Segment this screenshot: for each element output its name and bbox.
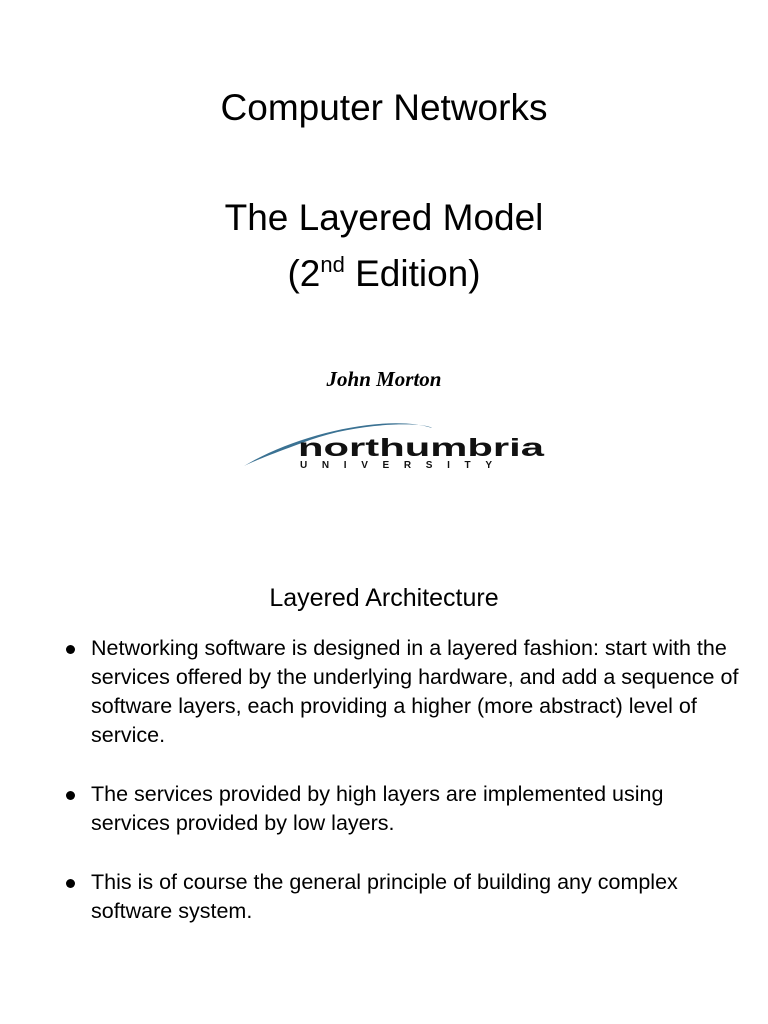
bullet-item (60, 868, 740, 926)
bullet-icon (66, 645, 75, 654)
logo-subline: UNIVERSITY (300, 460, 492, 471)
bullet-list (60, 634, 740, 956)
edition-label (0, 252, 768, 296)
logo-graphic (240, 410, 550, 474)
logo-wordmark: northumbria (298, 434, 546, 462)
bullet-item (60, 780, 740, 838)
author-name: John Morton (326, 367, 442, 391)
university-logo (240, 410, 550, 474)
bullet-icon (66, 791, 75, 800)
bullet-text: The services provided by high layers are implemented using services provided by low layers. (91, 782, 664, 835)
bullet-item (60, 634, 740, 750)
bullet-text: Networking software is designed in a layered fashion: start with the services offered by the underlying hardware, and add a sequence of software layers, each providing a higher (more abstract) level of service. (91, 636, 739, 747)
page-title: Computer Networks (220, 87, 548, 128)
bullet-icon (66, 879, 75, 888)
bullet-text: This is of course the general principle of building any complex software system. (91, 870, 678, 923)
edition-superscript: nd (320, 252, 345, 277)
document-subtitle: The Layered Model (224, 197, 544, 238)
edition-rest: Edition) (344, 253, 481, 294)
section-heading: Layered Architecture (269, 584, 499, 612)
edition-open: (2 (287, 253, 321, 294)
